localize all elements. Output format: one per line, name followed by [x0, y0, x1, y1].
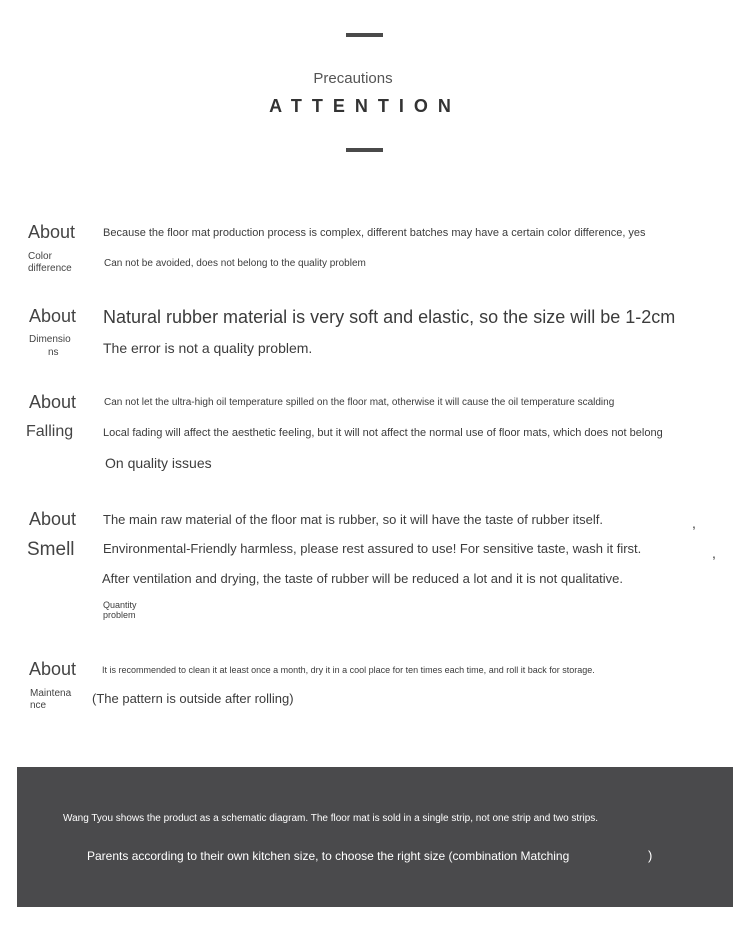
stray-comma: ,: [712, 545, 716, 561]
footer-closing-paren: ): [648, 848, 653, 863]
section-sublabel: nce: [30, 700, 47, 711]
footer-notice-line: Wang Tyou shows the product as a schematic diagram. The floor mat is sold in a single strip, not one strip and two strips.: [63, 813, 599, 824]
section-text-line: Local fading will affect the aesthetic feeling, but it will not affect the normal use of floor mats, which does not belong: [103, 427, 663, 439]
section-sublabel: Falling: [26, 423, 74, 440]
note-line: problem: [103, 610, 136, 620]
top-divider-bar: [346, 33, 383, 37]
section-text-line: Because the floor mat production process is complex, different batches may have a certain color difference, yes: [103, 227, 646, 239]
section-text-line: Can not let the ultra-high oil temperature spilled on the floor mat, otherwise it will cause the oil temperature scalding: [104, 397, 615, 408]
section-text-line: Environmental-Friendly harmless, please rest assured to use! For sensitive taste, wash it first.: [103, 541, 642, 556]
section-sublabel: Maintena: [30, 688, 72, 699]
section-label: About: [29, 392, 77, 412]
note-line: Quantity: [103, 600, 137, 610]
section-label: About: [29, 509, 77, 529]
section-text-line: Can not be avoided, does not belong to the quality problem: [104, 258, 366, 269]
section-sublabel: Smell: [27, 539, 75, 560]
bottom-divider-bar: [346, 148, 383, 152]
section-text-line: The error is not a quality problem.: [103, 340, 313, 356]
footer-notice-line: Parents according to their own kitchen size, to choose the right size (combination Matching: [87, 849, 570, 863]
attention-title: ATTENTION: [269, 96, 461, 116]
section-text-line: (The pattern is outside after rolling): [92, 691, 294, 706]
section-label: About: [28, 222, 76, 242]
section-text-line: It is recommended to clean it at least once a month, dry it in a cool place for ten times each time, and roll it back for storage.: [102, 665, 595, 675]
section-sublabel: Dimensio: [29, 334, 71, 345]
section-text-line: Natural rubber material is very soft and elastic, so the size will be 1-2cm: [103, 307, 676, 327]
precautions-subtitle: Precautions: [313, 70, 393, 87]
section-sublabel: Color: [28, 251, 52, 262]
stray-comma: ,: [692, 515, 696, 531]
section-label: About: [29, 306, 77, 326]
section-text-line: On quality issues: [105, 455, 212, 471]
section-text-line: After ventilation and drying, the taste of rubber will be reduced a lot and it is not qualitative.: [102, 571, 624, 586]
section-label: About: [29, 659, 77, 679]
section-sublabel: difference: [28, 263, 72, 274]
section-text-line: The main raw material of the floor mat is rubber, so it will have the taste of rubber itself.: [103, 512, 603, 527]
section-sublabel: ns: [48, 347, 59, 358]
footer-notice-panel: [17, 767, 733, 907]
